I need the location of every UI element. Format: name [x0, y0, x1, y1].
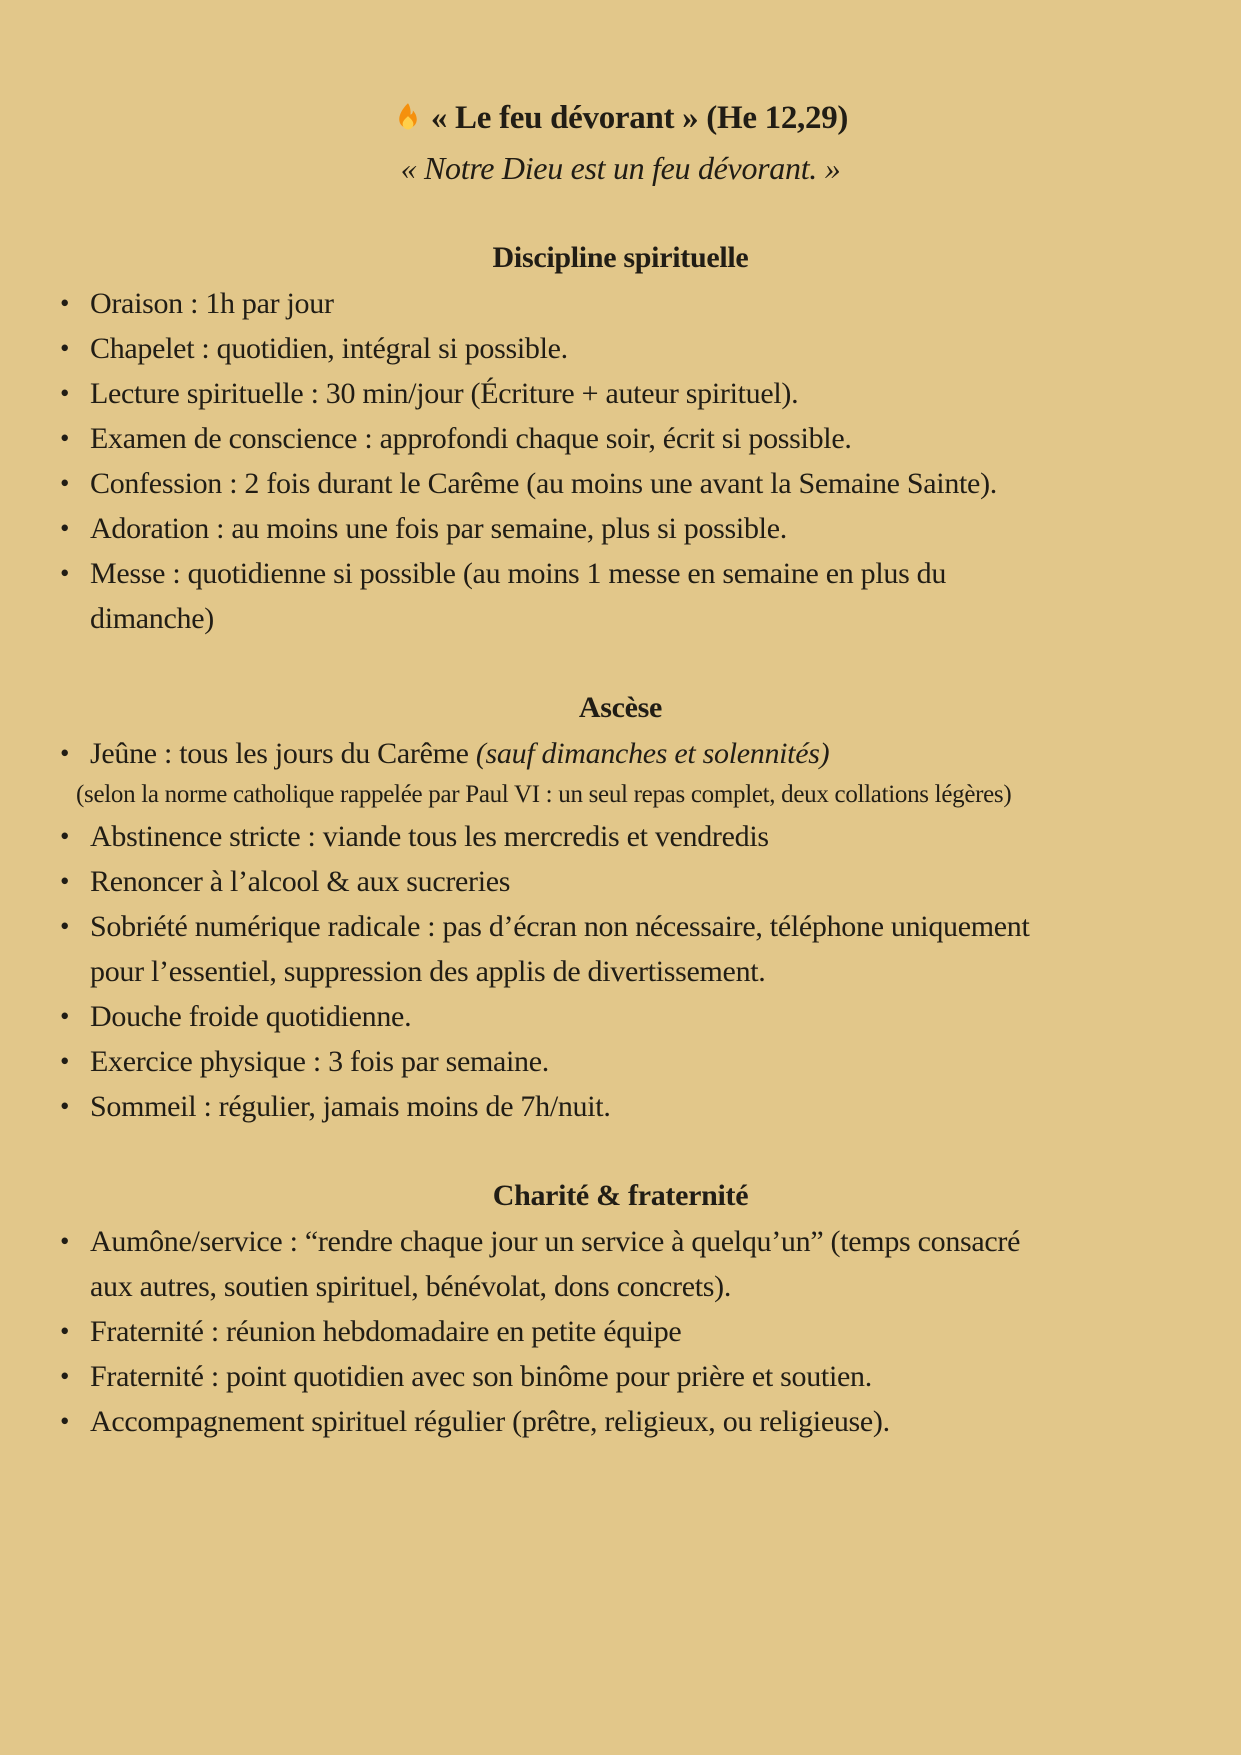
list-item — [90, 1039, 1051, 1084]
bullet-list — [0, 1219, 1241, 1444]
list-item — [90, 1309, 1051, 1354]
list-item — [90, 1354, 1051, 1399]
list-item — [90, 994, 1051, 1039]
item-text: Examen de conscience : approfondi chaque soir, écrit si possible. — [90, 422, 852, 455]
section-charite-fraternite — [0, 1173, 1241, 1444]
list-item — [90, 506, 1051, 551]
item-text: Confession : 2 fois durant le Carême (au moins une avant la Semaine Sainte). — [90, 467, 997, 500]
list-item — [90, 281, 1051, 326]
page-subtitle: « Notre Dieu est un feu dévorant. » — [400, 150, 841, 186]
list-item — [90, 814, 1051, 859]
item-text: Adoration : au moins une fois par semaine, plus si possible. — [90, 512, 787, 545]
item-text: Sommeil : régulier, jamais moins de 7h/nuit. — [90, 1090, 611, 1123]
item-text: Lecture spirituelle : 30 min/jour (Écriture + auteur spirituel). — [90, 377, 799, 410]
page-title — [0, 95, 1241, 145]
item-text: Chapelet : quotidien, intégral si possible. — [90, 332, 568, 365]
section-ascese — [0, 685, 1241, 1129]
item-text: Exercice physique : 3 fois par semaine. — [90, 1045, 549, 1078]
list-item — [90, 1219, 1051, 1309]
list-item — [90, 461, 1051, 506]
section-heading: Charité & fraternité — [492, 1179, 749, 1212]
list-item — [90, 1084, 1051, 1129]
item-text: Fraternité : réunion hebdomadaire en petite équipe — [90, 1315, 682, 1348]
section-discipline-spirituelle — [0, 235, 1241, 641]
item-text: Aumône/service : “rendre chaque jour un service à quelqu’un” (temps consacré aux autres, soutien spirituel, bénévolat, dons concrets). — [90, 1225, 1021, 1303]
list-item — [90, 1399, 1051, 1444]
item-text: Jeûne : tous les jours du Carême — [90, 737, 476, 770]
list-item — [90, 859, 1051, 904]
document-header — [0, 95, 1241, 191]
bullet-list — [0, 281, 1241, 641]
list-item — [90, 371, 1051, 416]
item-text: Accompagnement spirituel régulier (prêtre, religieux, ou religieuse). — [90, 1405, 890, 1438]
item-text: Oraison : 1h par jour — [90, 287, 334, 320]
bullet-list — [0, 731, 1241, 1129]
item-text: Sobriété numérique radicale : pas d’écran non nécessaire, téléphone uniquement pour l’essentiel, suppression des applis de divertissement. — [90, 910, 1030, 988]
list-item — [90, 551, 1051, 641]
section-heading: Discipline spirituelle — [492, 241, 749, 274]
item-note: (selon la norme catholique rappelée par Paul VI : un seul repas complet, deux collations légères) — [76, 781, 1012, 808]
item-text: Abstinence stricte : viande tous les mercredis et vendredis — [90, 820, 769, 853]
list-item — [90, 904, 1051, 994]
item-text: Messe : quotidienne si possible (au moins 1 messe en semaine en plus du dimanche) — [90, 557, 947, 635]
section-heading: Ascèse — [578, 691, 663, 724]
list-item — [76, 731, 1051, 814]
item-text: Renoncer à l’alcool & aux sucreries — [90, 865, 511, 898]
fire-icon — [393, 99, 423, 145]
item-text: Fraternité : point quotidien avec son binôme pour prière et soutien. — [90, 1360, 872, 1393]
item-italic-text: (sauf dimanches et solennités) — [475, 737, 830, 770]
item-text: Douche froide quotidienne. — [90, 1000, 412, 1033]
list-item — [90, 326, 1051, 371]
list-item — [90, 416, 1051, 461]
page-title-text: « Le feu dévorant » (He 12,29) — [430, 100, 849, 136]
